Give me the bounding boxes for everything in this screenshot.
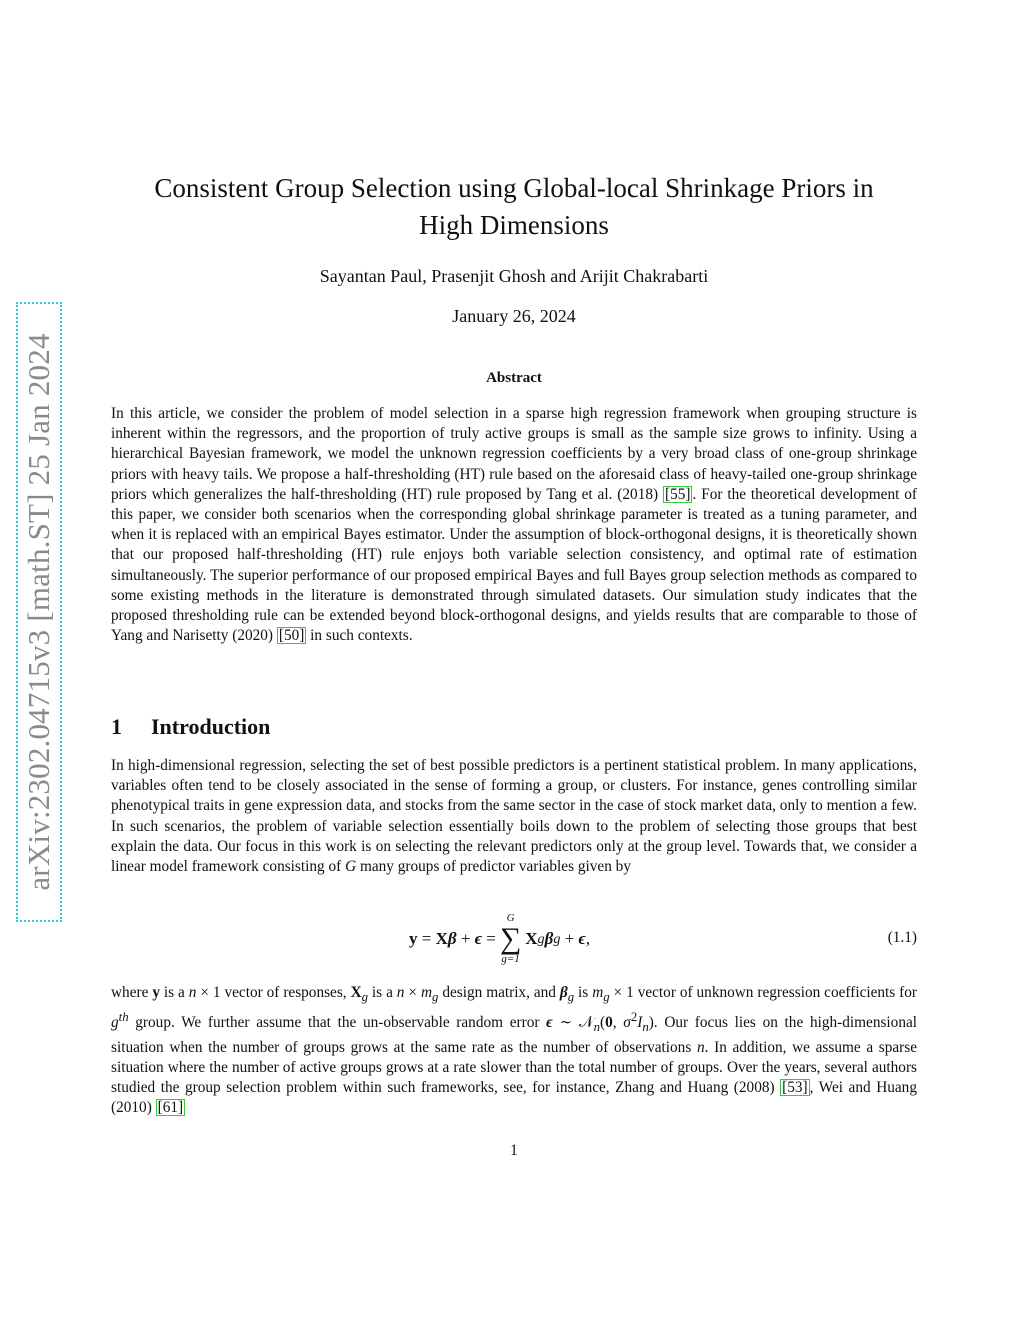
title-line-1: Consistent Group Selection using Global-local Shrinkage Priors in: [154, 173, 874, 203]
citation-link[interactable]: [50]: [278, 627, 305, 645]
abstract-heading: Abstract: [486, 370, 542, 386]
abstract-text-part: In this article, we consider the problem of model selection in a sparse high regression framework when grouping structure is inherent within the regressors, and the proportion of truly active groups is small as the sample size grows to infinity. Using a hierarchical Bayesian framework, we model the unknown regression coefficients by a very broad class of one-group shrinkage priors with heavy tails. We propose a half-thresholding (HT) rule based on the aforesaid class of heavy-tailed one-group shrinkage priors which generalizes the half-thresholding (HT) rule proposed by Tang et al. (2018): [111, 405, 917, 503]
abstract-text-part: in such contexts.: [306, 627, 413, 645]
section-title: Introduction: [151, 714, 271, 739]
equation-body: y = X β + ϵ = G ∑ g=1 X g β g + ϵ ,: [409, 912, 591, 965]
abstract-text-part: . For the theoretical development of this paper, we consider both scenarios when the corresponding global shrinkage parameter is treated as a tuning parameter, and when it is replaced with an empirical Bayes estimator. Under the assumption of block-orthogonal designs, it is theoretically shown that our proposed half-thresholding (HT) rule enjoys both variable selection consistency, and optimal rate of estimation simultaneously. The superior performance of our proposed empirical Bayes and full Bayes group selection methods as compared to some existing methods in the literature is demonstrated through simulated datasets. Our simulation study indicates that the proposed thresholding rule can be extended beyond block-orthogonal designs, and yields results that are comparable to those of Yang and Narisetty (2020): [111, 485, 917, 645]
paragraph-text: , Wei and Huang (2010): [111, 1079, 917, 1117]
page-number: 1: [510, 1142, 518, 1159]
equation-1-1: [111, 908, 917, 970]
section-heading: [111, 712, 270, 742]
paragraph-text: is a: [368, 984, 397, 1001]
citation-link[interactable]: [53]: [782, 1079, 808, 1096]
section-number: 1: [111, 714, 122, 739]
paragraph-text: vector of unknown regression coefficients for: [633, 984, 918, 1001]
paragraph-text: design matrix, and: [438, 984, 560, 1001]
citation-link[interactable]: [55]: [664, 485, 691, 503]
paper-title: [110, 170, 918, 244]
author-list: Sayantan Paul, Prasenjit Ghosh and Arijit Chakrabarti: [319, 266, 709, 286]
intro-paragraph: [111, 756, 917, 877]
equation-number: (1.1): [887, 929, 917, 946]
arxiv-stamp: [16, 302, 62, 922]
citation-link[interactable]: [61]: [157, 1099, 184, 1117]
paper-date: January 26, 2024: [452, 306, 576, 326]
paragraph-text: . Our focus lies on the high-dimensional situation when the number of groups grows at the same rate as the number of observations: [111, 1014, 918, 1056]
intro-paragraph-2: where y is a n × 1 vector of responses, $X_g$ is a $n \times m_g$ design matrix, and $\beta_g$ is $m_g \times 1$ vector of unknown regression coefficients for $g^{th}$ group. We further assume that the un-observable random error ϵ ∼ 𝒩$_n$(0, $\sigma^2I_n$). Our focus lies on the high-dimensional situation when the number of groups grows at the same rate as the number of observations n. In addition, we assume a sparse situation where the number of active groups grows at a rate slower than the total number of groups. Over the years, several authors studied the group selection problem within such frameworks, see, for instance, Zhang and Huang (2008) [53] , Wei and Huang (2010) [61]: [111, 984, 918, 1117]
title-line-2: High Dimensions: [419, 210, 609, 240]
paragraph-text: is: [574, 984, 593, 1001]
abstract-text: [111, 404, 917, 646]
paragraph-text: is a: [159, 984, 189, 1001]
arxiv-identifier[interactable]: arXiv:2302.04715v3 [math.ST] 25 Jan 2024: [21, 333, 56, 891]
paragraph-text: where: [111, 984, 153, 1001]
paragraph-text: group. We further assume that the un-observable random error: [128, 1014, 547, 1032]
paragraph-text: vector of responses,: [220, 984, 351, 1001]
paragraph-text: many groups of predictor variables given by: [356, 858, 631, 876]
paragraph-text: . In addition, we assume a sparse situation where the number of active groups grows at a rate slower than the total number of groups. Over the years, several authors studied the group selection problem within such frameworks, see, for instance, Zhang and Huang (2008): [111, 1038, 918, 1096]
paragraph-text: In high-dimensional regression, selecting the set of best possible predictors is a pertinent statistical problem. In many applications, variables often tend to be closely associated in the sense of forming a group, or clusters. For instance, genes controlling similar phenotypical traits in gene expression data, and stocks from the same sector in the case of stock market data, only to mention a few. In such scenarios, the problem of variable selection essentially boils down to the problem of selecting those groups that best explain the data. Our focus in this work is on selecting the relevant predictors only at the group level. Towards that, we consider a linear model framework consisting of: [111, 757, 917, 876]
summation-icon: G ∑ g=1: [499, 912, 522, 965]
math-symbol: G: [345, 858, 357, 876]
